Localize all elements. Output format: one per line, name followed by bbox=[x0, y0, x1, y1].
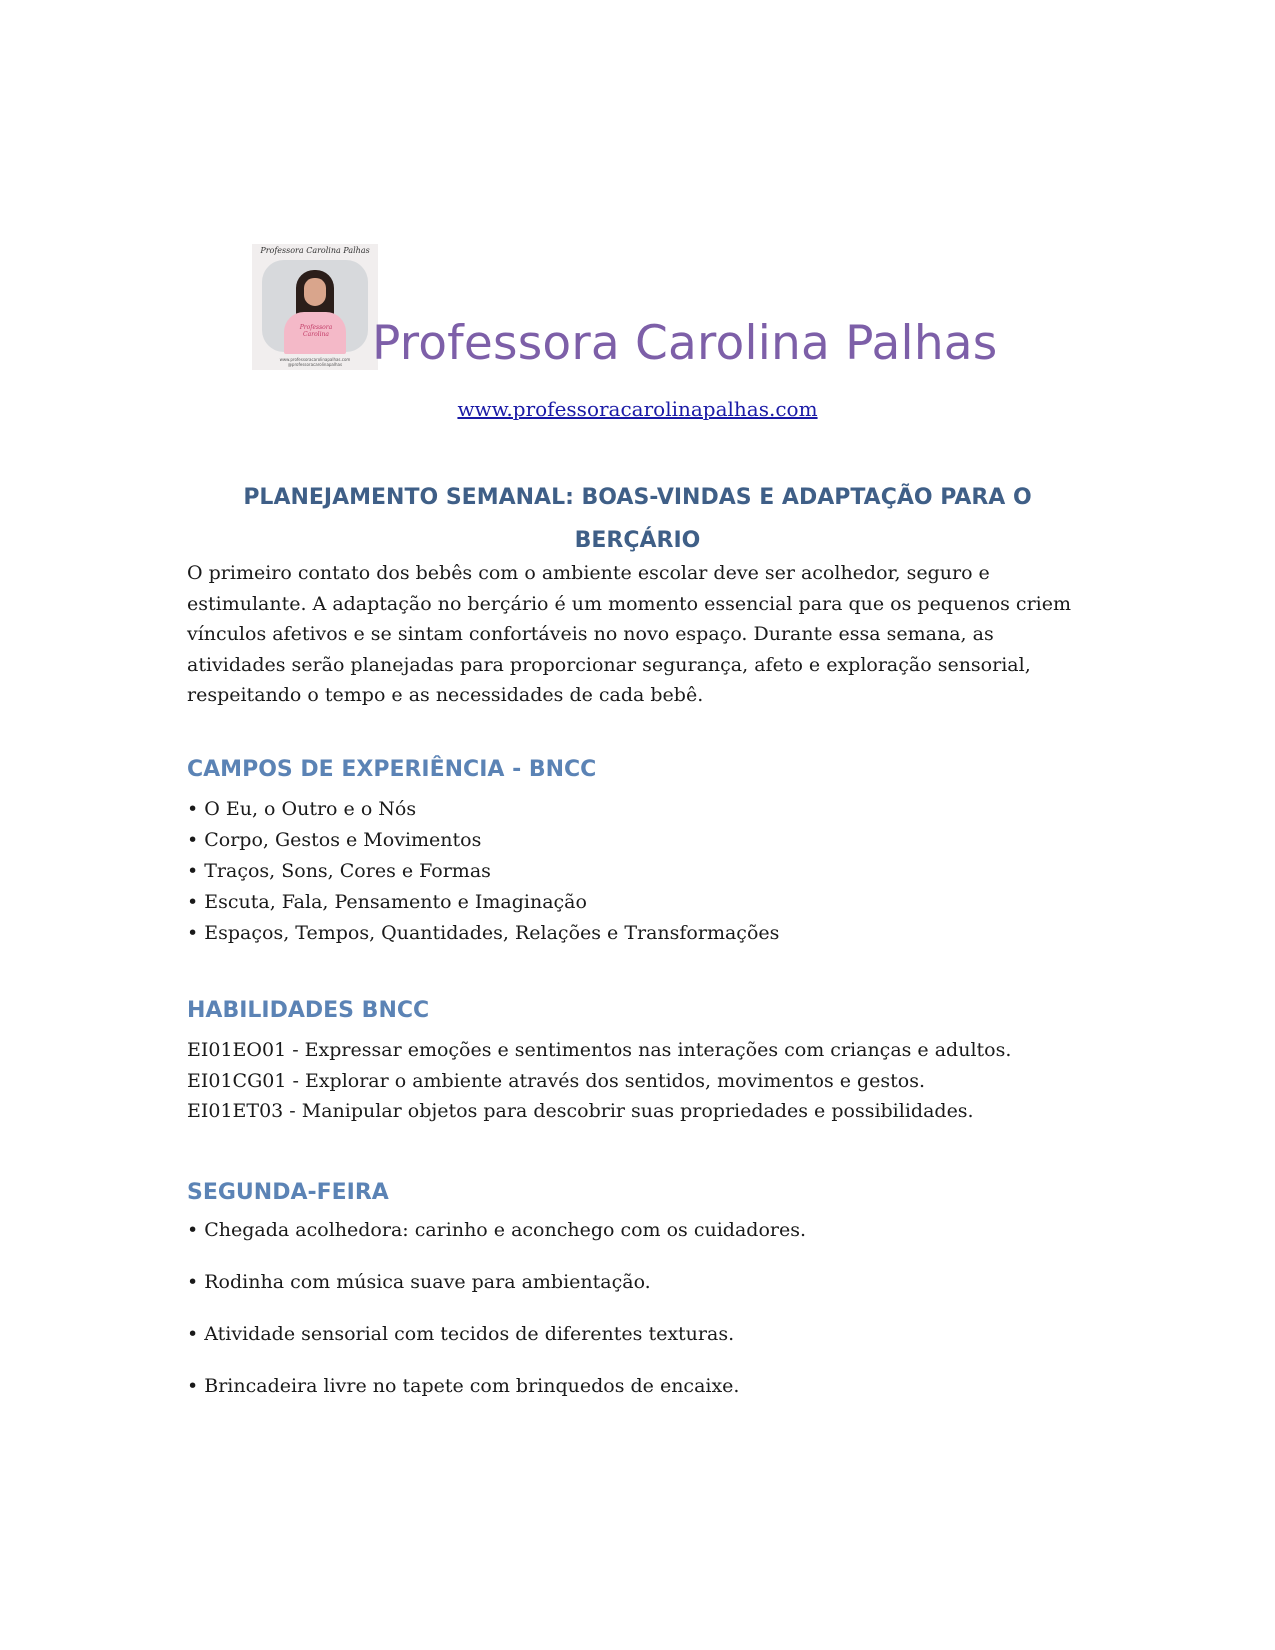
list-item: • Espaços, Tempos, Quantidades, Relações e Transformações bbox=[187, 918, 1087, 949]
habilidades-list bbox=[187, 1035, 1087, 1127]
title-line-2: BERÇÁRIO bbox=[574, 528, 701, 553]
campos-list bbox=[187, 794, 1087, 949]
list-item: • Atividade sensorial com tecidos de diferentes texturas. bbox=[187, 1320, 1087, 1348]
logo-portrait-face bbox=[304, 278, 326, 306]
list-item: • Chegada acolhedora: carinho e aconchego com os cuidadores. bbox=[187, 1216, 1087, 1244]
intro-paragraph: O primeiro contato dos bebês com o ambiente escolar deve ser acolhedor, seguro e estimulante. A adaptação no berçário é um momento essencial para que os pequenos criem vínculos afetivos e se sintam confortáveis no novo espaço. Durante essa semana, as atividades serão planejadas para proporcionar segurança, afeto e exploração sensorial, respeitando o tempo e as necessidades de cada bebê. bbox=[187, 562, 1071, 707]
list-item: • Corpo, Gestos e Movimentos bbox=[187, 825, 1087, 856]
brand-name: Professora Carolina Palhas bbox=[372, 316, 998, 371]
list-item: • O Eu, o Outro e o Nós bbox=[187, 794, 1087, 825]
logo-footer: www.professoracarolinapalhas.com @professoracarolinapalhas bbox=[279, 357, 351, 367]
habilidades-heading: HABILIDADES BNCC bbox=[187, 998, 430, 1023]
list-item: • Brincadeira livre no tapete com brinquedos de encaixe. bbox=[187, 1372, 1087, 1400]
list-item: EI01CG01 - Explorar o ambiente através dos sentidos, movimentos e gestos. bbox=[187, 1069, 926, 1092]
list-item: • Rodinha com música suave para ambientação. bbox=[187, 1268, 1087, 1296]
list-item: • Escuta, Fala, Pensamento e Imaginação bbox=[187, 887, 1087, 918]
segunda-list bbox=[187, 1216, 1087, 1424]
list-item: EI01EO01 - Expressar emoções e sentimentos nas interações com crianças e adultos. bbox=[187, 1039, 1012, 1061]
logo-shirt-text: Professora Carolina bbox=[299, 324, 333, 338]
list-item: • Traços, Sons, Cores e Formas bbox=[187, 856, 1087, 887]
website-link[interactable]: www.professoracarolinapalhas.com bbox=[457, 397, 818, 421]
segunda-heading: SEGUNDA-FEIRA bbox=[187, 1180, 389, 1205]
logo-caption: Professora Carolina Palhas bbox=[260, 246, 370, 255]
document-title bbox=[200, 476, 1075, 562]
title-line-1: PLANEJAMENTO SEMANAL: BOAS-VINDAS E ADAPTAÇÃO PARA O bbox=[243, 485, 1032, 510]
list-item: EI01ET03 - Manipular objetos para descobrir suas propriedades e possibilidades. bbox=[187, 1100, 974, 1122]
profile-logo-image bbox=[252, 244, 378, 370]
campos-heading: CAMPOS DE EXPERIÊNCIA - BNCC bbox=[187, 757, 597, 782]
